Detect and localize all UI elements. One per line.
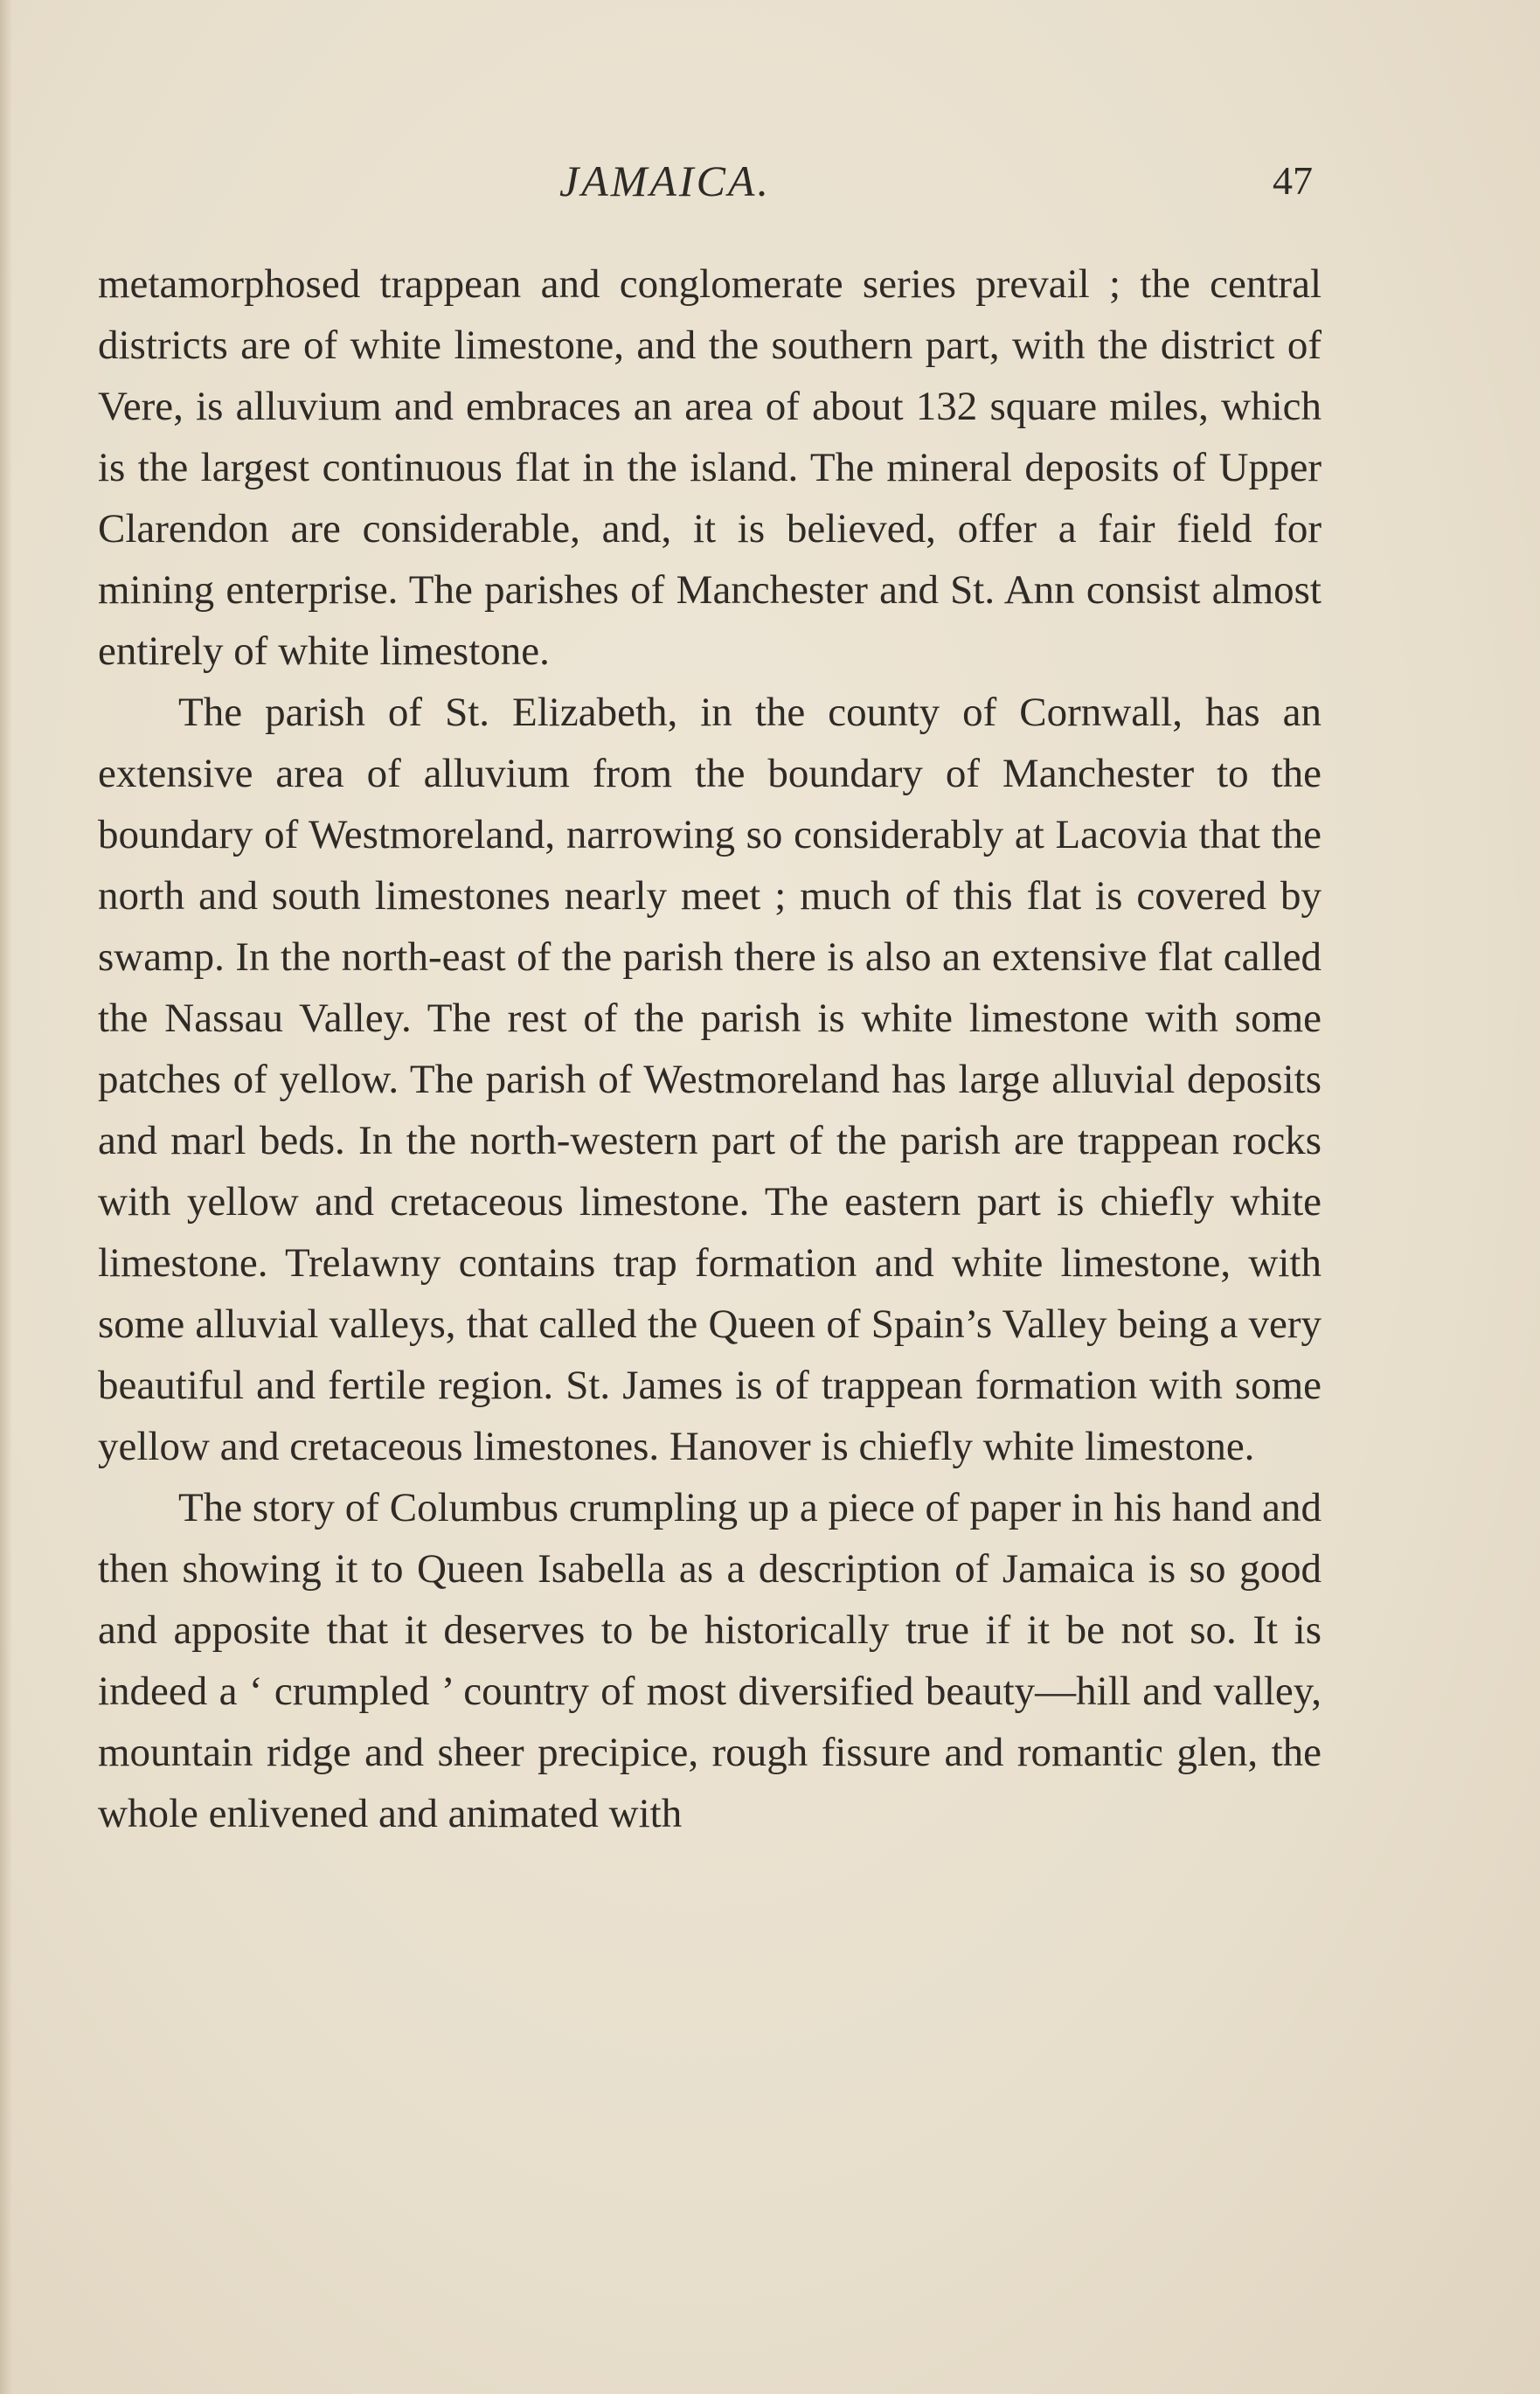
page-number: 47 [1273,158,1313,203]
running-title: JAMAICA. [559,156,771,205]
page-spine-shadow [0,0,12,2394]
paragraph-st-elizabeth: The parish of St. Elizabeth, in the county of Cornwall, has an extensive area of alluvium from the boundary of Manchester to the boundary of Westmoreland, narrowing so considerably at Lacovia that the north and south limestones nearly meet ; much of this flat is covered by swamp. In the north-east of the parish there is also an extensive flat called the Nassau Valley. The rest of the parish is white limestone with some patches of yellow. The parish of Westmoreland has large alluvial deposits and marl beds. In the north-western part of the parish are trappean rocks with yellow and cretaceous limestone. The eastern part is chiefly white limestone. Trelawny contains trap formation and white limestone, with some alluvial valleys, that called the Queen of Spain’s Valley being a very beautiful and fertile region. St. James is of trappean formation with some yellow and cretaceous limestones. Hanover is chiefly white limestone. [98,690,1321,1469]
paragraph-columbus: The story of Columbus crumpling up a piece of paper in his hand and then showing it to Queen Isabella as a description of Jamaica is so good and apposite that it deserves to be historically true if it be not so. It is indeed a ‘ crumpled ’ country of most diversified beauty—hill and valley, mountain ridge and sheer precipice, rough fissure and romantic glen, the whole enlivened and animated with [98,1485,1321,1836]
body-text [98,253,1321,1844]
page-header [96,156,1313,217]
paragraph-continued: metamorphosed trappean and conglomerate series prevail ; the central districts are of white limestone, and the southern part, with the district of Vere, is alluvium and embraces an area of about 132 square miles, which is the largest continuous flat in the island. The mineral deposits of Upper Clarendon are considerable, and, it is believed, offer a fair field for mining enterprise. The parishes of Manchester and St. Ann consist almost entirely of white limestone. [98,261,1321,674]
